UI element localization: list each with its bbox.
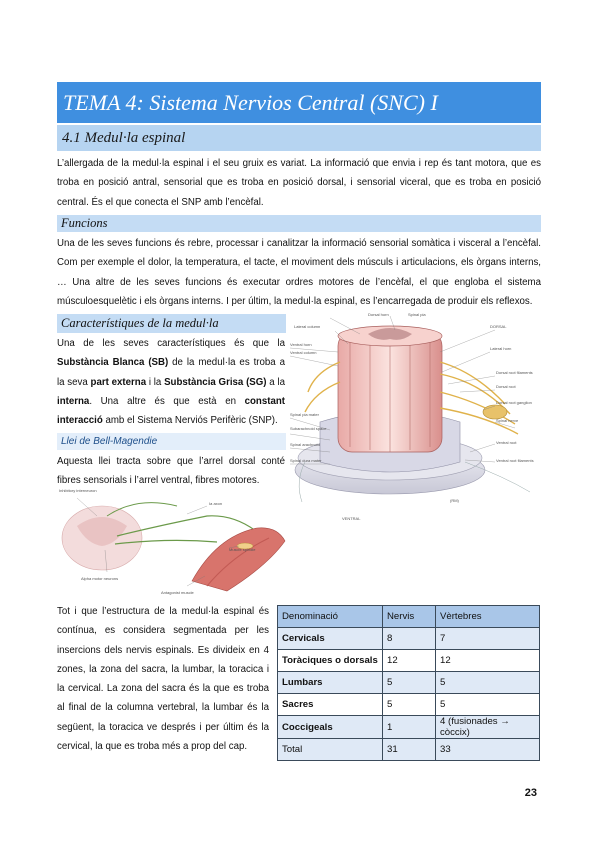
funcions-heading: Funcions bbox=[57, 215, 541, 232]
page-number: 23 bbox=[524, 787, 537, 799]
table-cell: 7 bbox=[436, 628, 540, 650]
section-heading: 4.1 Medul·la espinal bbox=[57, 125, 541, 151]
bell-magendie-paragraph: Aquesta llei tracta sobre que l’arrel dorsal conté fibres sensorials i l’arrel ventral, fibres motores. bbox=[57, 456, 285, 487]
label-dorsal-root: Dorsal root bbox=[496, 384, 516, 389]
caracteristiques-heading: Característiques de la medul·la bbox=[57, 314, 286, 333]
label-dorsal-root-ganglion: Dorsal root ganglion bbox=[496, 400, 532, 405]
label-dorsal-horn: Dorsal horn bbox=[368, 312, 389, 317]
table-cell: 5 bbox=[436, 672, 540, 694]
table-cell: Total bbox=[278, 739, 383, 761]
label-subarachnoid-space: Subarachnoid space bbox=[290, 426, 327, 431]
label-spinal-dura-mater: Spinal dura mater bbox=[290, 458, 322, 463]
label-muscle-spindle: Muscle spindle bbox=[229, 547, 256, 552]
label-spinal-pia: Spinal pia bbox=[408, 312, 426, 317]
label-dorsal: DORSAL bbox=[490, 324, 507, 329]
nerves-table bbox=[277, 605, 540, 761]
table-cell: 12 bbox=[436, 650, 540, 672]
table-cell: 8 bbox=[383, 628, 436, 650]
table-total-row bbox=[278, 739, 540, 761]
label-ventral: VENTRAL bbox=[342, 516, 361, 521]
table-cell: 4 (fusionades → còccix) bbox=[436, 716, 540, 739]
table-row bbox=[278, 694, 540, 716]
table-row bbox=[278, 672, 540, 694]
label-ventral-root-filaments: Ventral root filaments bbox=[496, 458, 534, 463]
label-rm: (RM) bbox=[450, 498, 459, 503]
spinal-cord-figure bbox=[290, 312, 542, 526]
header-cell: Denominació bbox=[278, 606, 383, 628]
table-row bbox=[278, 716, 540, 739]
table-cell: Cervicals bbox=[278, 628, 383, 650]
table-cell: Lumbars bbox=[278, 672, 383, 694]
table-cell: 1 bbox=[383, 716, 436, 739]
label-ventral-root: Ventral root bbox=[496, 440, 517, 445]
table-cell: Coccigeals bbox=[278, 716, 383, 739]
label-lateral-horn: Lateral horn bbox=[490, 346, 512, 351]
table-cell: 5 bbox=[436, 694, 540, 716]
table-header-row bbox=[278, 606, 540, 628]
label-lateral-column: Lateral column bbox=[294, 324, 321, 329]
table-cell: 12 bbox=[383, 650, 436, 672]
caracteristiques-paragraph: Una de les seves característiques és que la Substància Blanca (SB) de la medul·la es troba a la seva part externa i la Substància Grisa (SG) a la interna. Una altre és que està en constant interacció amb el Sistema Nerviós Perifèric (SNP). bbox=[57, 338, 285, 427]
header-cell: Nervis bbox=[383, 606, 436, 628]
label-spinal-arachnoid: Spinal arachnoid bbox=[290, 442, 320, 447]
label-spinal-pia-mater: Spinal pia mater bbox=[290, 412, 319, 417]
label-ventral-horn: Ventral horn bbox=[290, 342, 312, 347]
table-cell: 5 bbox=[383, 672, 436, 694]
chapter-title: TEMA 4: Sistema Nervios Central (SNC) I bbox=[57, 82, 541, 123]
table-cell: 33 bbox=[436, 739, 540, 761]
reflex-arc-figure bbox=[57, 486, 287, 600]
label-antagonist-muscle: Antagonist muscle bbox=[161, 590, 194, 595]
table-cell: Toràciques o dorsals bbox=[278, 650, 383, 672]
table-row bbox=[278, 628, 540, 650]
table-cell: 31 bbox=[383, 739, 436, 761]
label-ventral-column: Ventral column bbox=[290, 350, 317, 355]
label-inhibitory-interneuron: Inhibitory interneuron bbox=[59, 488, 97, 493]
table-row bbox=[278, 650, 540, 672]
bell-magendie-heading: Llei de Bell-Magendie bbox=[57, 433, 286, 450]
funcions-paragraph: Una de les seves funcions és rebre, processar i canalitzar la informació sensorial somàtica i visceral a l’encèfal. Com per exemple el dolor, la temperatura, el tacte, el moviment dels músculs i articulacions, els òrgans interns, … Una altre de les seves funcions és executar ordres motores de l’encèfal, el que engloba el sistema músculoesquelètic i els òrgans interns. I per últim, la medul·la espinal, es l’encarregada de produir els reflexos. bbox=[57, 238, 541, 307]
label-spinal-nerve: Spinal nerve bbox=[496, 418, 519, 423]
table-cell: Sacres bbox=[278, 694, 383, 716]
label-ia-axon: Ia axon bbox=[209, 501, 223, 506]
label-dorsal-root-filaments: Dorsal root filaments bbox=[496, 370, 533, 375]
header-cell: Vèrtebres bbox=[436, 606, 540, 628]
segment-paragraph: Tot i que l’estructura de la medul·la espinal és contínua, es considera segmentada per les insercions dels nervis espinals. Es divideix en 4 zones, la zona del sacra, la lumbar, la toracica i la cervical. La zona del sacra és la que es troba al final de la columna vertebral, la lumbar és la següent, la toracica ve després i per últim és la cervical, la que es troba més a prop del cap. bbox=[57, 606, 269, 753]
intro-paragraph: L’allergada de la medul·la espinal i el seu gruix es variat. La informació que envia i rep és tant motora, que es troba en posició antral, sensorial que es troba en posició dorsal, i sensorial viceral, que es troba en posició central. És el que conecta el SNP amb l’encèfal. bbox=[57, 158, 541, 208]
table-cell: 5 bbox=[383, 694, 436, 716]
label-alpha-motor-neurons: Alpha motor neurons bbox=[81, 576, 119, 581]
